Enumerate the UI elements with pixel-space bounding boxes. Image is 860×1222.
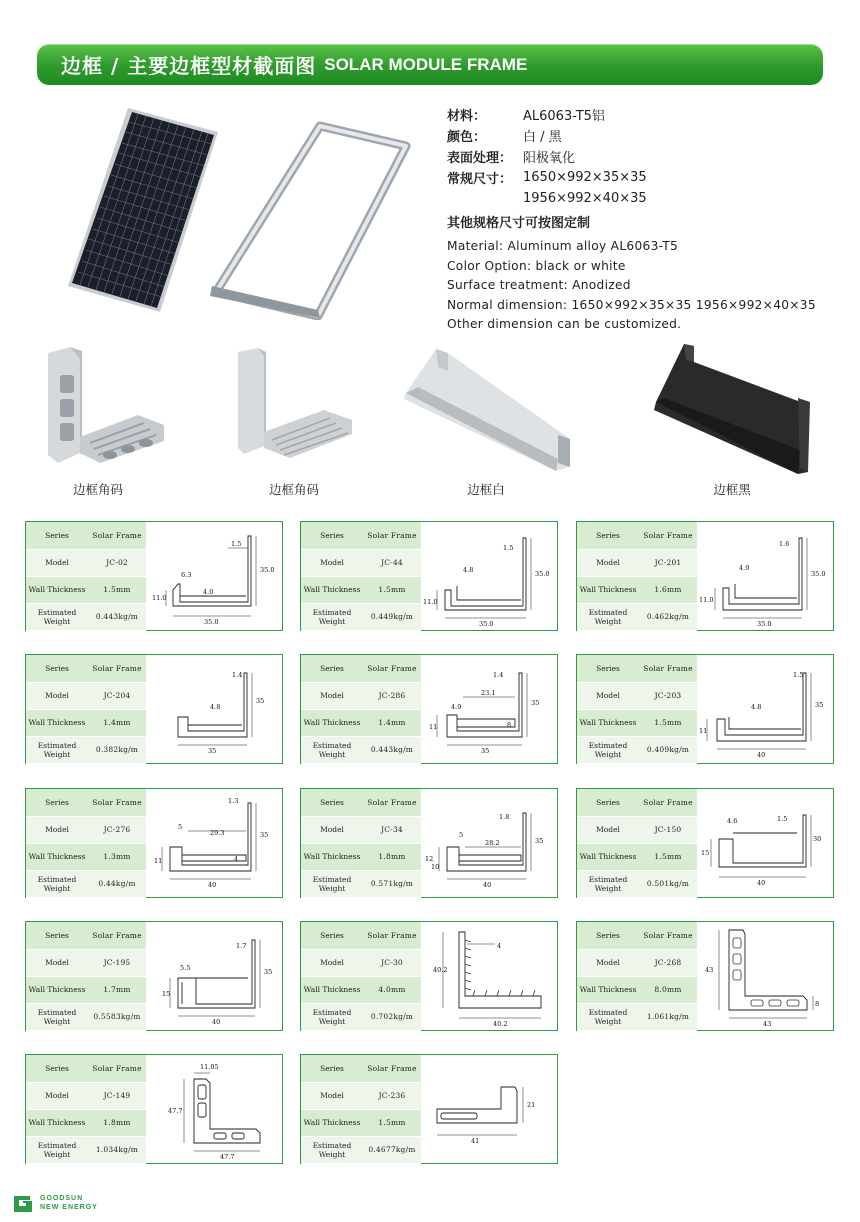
dim-label: 1.4: [232, 671, 243, 679]
dim-label: 40: [757, 879, 766, 887]
dim-label: 35: [260, 831, 269, 839]
dim-label: 35.0: [811, 570, 826, 578]
weight-value: 0.571kg/m: [363, 870, 421, 897]
wall-value: 1.7mm: [88, 976, 146, 1003]
weight-label: Estimated Weight: [26, 603, 88, 630]
series-label: Series: [26, 1055, 88, 1082]
logo-subtitle: NEW ENERGY: [40, 1204, 98, 1211]
spec-en-material: Material: Aluminum alloy AL6063-T5: [447, 239, 678, 253]
dim-label: 35: [535, 837, 544, 845]
model-label: Model: [301, 949, 363, 976]
dim-label: 4.9: [739, 564, 750, 572]
weight-label: Estimated Weight: [301, 870, 363, 897]
surface-label: 表面处理：: [447, 151, 513, 166]
dim-label: 40: [212, 1018, 221, 1026]
spec-table: [301, 522, 421, 631]
color-label: 颜色：: [447, 130, 487, 145]
wall-label: Wall Thickness: [301, 576, 363, 603]
caption-frame-black: 边框黑: [713, 482, 751, 497]
series-label: Series: [301, 1055, 363, 1082]
wall-label: Wall Thickness: [26, 1109, 88, 1136]
wall-label: Wall Thickness: [301, 976, 363, 1003]
weight-value: 0.449kg/m: [363, 603, 421, 630]
series-value: Solar Frame: [639, 922, 697, 949]
frame-image: [208, 120, 413, 320]
profile-drawing: [699, 791, 833, 895]
dim-label: 35.0: [479, 620, 494, 628]
series-value: Solar Frame: [363, 1055, 421, 1082]
model-label: Model: [577, 549, 639, 576]
profile-drawing: [148, 1057, 282, 1161]
dim-label: 8: [507, 721, 512, 729]
model-value: JC-195: [88, 949, 146, 976]
weight-label: Estimated Weight: [301, 1003, 363, 1030]
weight-label: Estimated Weight: [301, 736, 363, 763]
series-value: Solar Frame: [88, 522, 146, 549]
section-header: [37, 44, 823, 85]
dim-label: 40.2: [493, 1020, 508, 1028]
model-label: Model: [26, 549, 88, 576]
weight-value: 0.382kg/m: [88, 736, 146, 763]
frame-black-image: [650, 340, 830, 475]
series-value: Solar Frame: [88, 789, 146, 816]
wall-label: Wall Thickness: [301, 1109, 363, 1136]
spec-table: [26, 655, 146, 764]
series-label: Series: [577, 655, 639, 682]
spec-card-jc-268: [576, 921, 834, 1031]
dim-label: 11: [699, 727, 708, 735]
dim-label: 47.7: [220, 1153, 235, 1161]
weight-value: 0.443kg/m: [88, 603, 146, 630]
wall-label: Wall Thickness: [26, 576, 88, 603]
wall-label: Wall Thickness: [577, 576, 639, 603]
dim-label: 35: [256, 697, 265, 705]
spec-table: [577, 789, 697, 898]
wall-value: 8.0mm: [639, 976, 697, 1003]
caption-frame-white: 边框白: [467, 482, 505, 497]
model-label: Model: [577, 682, 639, 709]
dim-label: 43: [705, 966, 714, 974]
model-value: JC-44: [363, 549, 421, 576]
spec-en-custom: Other dimension can be customized.: [447, 317, 682, 331]
spec-card-jc-204: [25, 654, 283, 764]
dim-label: 23.1: [481, 689, 496, 697]
corner-key-image-2: [232, 348, 357, 463]
weight-label: Estimated Weight: [26, 1003, 88, 1030]
model-value: JC-236: [363, 1082, 421, 1109]
dim-label: 1.6: [779, 540, 790, 548]
series-label: Series: [301, 522, 363, 549]
wall-value: 1.4mm: [363, 709, 421, 736]
wall-label: Wall Thickness: [577, 843, 639, 870]
surface-value: 阳极氧化: [523, 151, 576, 166]
spec-table: [26, 789, 146, 898]
size-value-1: 1650×992×35×35: [523, 170, 647, 185]
series-label: Series: [577, 522, 639, 549]
weight-value: 0.443kg/m: [363, 736, 421, 763]
dim-label: 35: [208, 747, 217, 755]
dim-label: 41: [471, 1137, 480, 1145]
material-label: 材料：: [447, 109, 487, 124]
weight-label: Estimated Weight: [577, 870, 639, 897]
dim-label: 40: [483, 881, 492, 889]
spec-table: [577, 522, 697, 631]
spec-card-jc-195: [25, 921, 283, 1031]
spec-card-jc-236: [300, 1054, 558, 1164]
wall-value: 1.5mm: [363, 576, 421, 603]
spec-table: [301, 922, 421, 1031]
wall-value: 1.8mm: [88, 1109, 146, 1136]
weight-label: Estimated Weight: [26, 736, 88, 763]
spec-en-dimension: Normal dimension: 1650×992×35×35 1956×992×40×35: [447, 297, 816, 312]
dim-label: 6.3: [181, 571, 192, 579]
profile-drawing: [148, 524, 282, 628]
weight-value: 1.061kg/m: [639, 1003, 697, 1030]
series-value: Solar Frame: [363, 655, 421, 682]
model-label: Model: [301, 816, 363, 843]
dim-label: 11.0: [423, 598, 438, 606]
caption-corner-key-1: 边框角码: [72, 482, 123, 497]
wall-value: 1.5mm: [639, 843, 697, 870]
spec-table: [26, 1055, 146, 1164]
series-value: Solar Frame: [363, 522, 421, 549]
dim-label: 1.5: [231, 540, 242, 548]
dim-label: 10: [431, 863, 440, 871]
model-label: Model: [26, 682, 88, 709]
spec-card-jc-201: [576, 521, 834, 631]
profile-drawing: [148, 657, 282, 761]
dim-label: 47.7: [168, 1107, 183, 1115]
series-value: Solar Frame: [363, 922, 421, 949]
dim-label: 4.6: [727, 817, 738, 825]
model-label: Model: [26, 949, 88, 976]
series-value: Solar Frame: [639, 655, 697, 682]
spec-table: [301, 789, 421, 898]
wall-value: 1.6mm: [639, 576, 697, 603]
spec-card-jc-286: [300, 654, 558, 764]
dim-label: 4.8: [463, 566, 474, 574]
wall-label: Wall Thickness: [26, 709, 88, 736]
series-value: Solar Frame: [639, 789, 697, 816]
spec-card-jc-44: [300, 521, 558, 631]
model-value: JC-02: [88, 549, 146, 576]
weight-value: 0.4677kg/m: [363, 1136, 421, 1163]
model-label: Model: [26, 1082, 88, 1109]
dim-label: 35: [481, 747, 490, 755]
dim-label: 8: [815, 1000, 820, 1008]
dim-label: 30: [813, 835, 822, 843]
weight-value: 0.462kg/m: [639, 603, 697, 630]
profile-drawing: [699, 924, 833, 1028]
dim-label: 4.8: [751, 703, 762, 711]
spec-en-color: Color Option: black or white: [447, 258, 626, 273]
spec-table: [301, 1055, 421, 1164]
dim-label: 5.5: [180, 964, 191, 972]
dim-label: 11.0: [699, 596, 714, 604]
size-value-2: 1956×992×40×35: [523, 191, 647, 206]
weight-label: Estimated Weight: [577, 736, 639, 763]
series-value: Solar Frame: [363, 789, 421, 816]
profile-drawing: [148, 791, 282, 895]
model-label: Model: [577, 949, 639, 976]
weight-label: Estimated Weight: [26, 1136, 88, 1163]
weight-value: 0.409kg/m: [639, 736, 697, 763]
wall-value: 1.5mm: [88, 576, 146, 603]
dim-label: 11: [429, 723, 438, 731]
color-value: 白 / 黑: [523, 130, 562, 145]
profile-drawing: [423, 657, 557, 761]
series-value: Solar Frame: [88, 1055, 146, 1082]
dim-label: 1.7: [236, 942, 247, 950]
model-value: JC-30: [363, 949, 421, 976]
dim-label: 40: [757, 751, 766, 759]
company-logo: [12, 1190, 152, 1216]
profile-drawing: [423, 924, 557, 1028]
series-label: Series: [26, 522, 88, 549]
series-label: Series: [577, 789, 639, 816]
header-title-cn: 边框 / 主要边框型材截面图: [61, 54, 317, 78]
model-value: JC-203: [639, 682, 697, 709]
spec-card-jc-02: [25, 521, 283, 631]
dim-label: 35.0: [535, 570, 550, 578]
weight-label: Estimated Weight: [301, 603, 363, 630]
dim-label: 35: [264, 968, 273, 976]
dim-label: 15: [162, 990, 171, 998]
dim-label: 4: [497, 942, 502, 950]
model-value: JC-276: [88, 816, 146, 843]
size-label: 常规尺寸：: [447, 172, 513, 187]
spec-card-jc-149: [25, 1054, 283, 1164]
wall-value: 1.5mm: [639, 709, 697, 736]
dim-label: 11.0: [152, 594, 167, 602]
wall-label: Wall Thickness: [26, 976, 88, 1003]
wall-value: 1.5mm: [363, 1109, 421, 1136]
spec-table: [577, 922, 697, 1031]
weight-value: 0.702kg/m: [363, 1003, 421, 1030]
profile-drawing: [423, 524, 557, 628]
dim-label: 40.2: [433, 966, 448, 974]
dim-label: 12: [425, 855, 434, 863]
spec-table: [26, 922, 146, 1031]
dim-label: 28.2: [485, 839, 500, 847]
dim-label: 1.3: [228, 797, 239, 805]
series-label: Series: [301, 655, 363, 682]
model-value: JC-150: [639, 816, 697, 843]
series-value: Solar Frame: [639, 522, 697, 549]
logo-name: GOODSUN: [40, 1195, 84, 1202]
weight-value: 0.5583kg/m: [88, 1003, 146, 1030]
frame-white-image: [398, 343, 608, 473]
wall-label: Wall Thickness: [577, 976, 639, 1003]
model-label: Model: [301, 549, 363, 576]
wall-label: Wall Thickness: [301, 709, 363, 736]
caption-corner-key-2: 边框角码: [268, 482, 319, 497]
corner-key-image-1: [40, 345, 170, 470]
model-label: Model: [577, 816, 639, 843]
series-label: Series: [301, 789, 363, 816]
solar-panel-image: [60, 104, 220, 314]
dim-label: 11.05: [200, 1063, 219, 1071]
spec-table: [577, 655, 697, 764]
dim-label: 29.3: [210, 829, 225, 837]
profile-drawing: [148, 924, 282, 1028]
dim-label: 43: [763, 1020, 772, 1028]
model-label: Model: [26, 816, 88, 843]
spec-en-surface: Surface treatment: Anodized: [447, 278, 631, 292]
spec-card-jc-276: [25, 788, 283, 898]
model-value: JC-268: [639, 949, 697, 976]
wall-value: 4.0mm: [363, 976, 421, 1003]
model-value: JC-34: [363, 816, 421, 843]
model-value: JC-149: [88, 1082, 146, 1109]
dim-label: 1.5: [777, 815, 788, 823]
dim-label: 5: [178, 823, 183, 831]
dim-label: 35.0: [260, 566, 275, 574]
dim-label: 35.0: [204, 618, 219, 626]
weight-value: 1.034kg/m: [88, 1136, 146, 1163]
dim-label: 35: [815, 701, 824, 709]
model-value: JC-204: [88, 682, 146, 709]
dim-label: 4.8: [210, 703, 221, 711]
wall-value: 1.3mm: [88, 843, 146, 870]
wall-value: 1.8mm: [363, 843, 421, 870]
specs-en: [447, 237, 852, 335]
spec-card-jc-34: [300, 788, 558, 898]
wall-label: Wall Thickness: [301, 843, 363, 870]
specs-cn: [447, 104, 777, 231]
profile-drawing: [699, 524, 833, 628]
spec-table: [26, 522, 146, 631]
weight-label: Estimated Weight: [301, 1136, 363, 1163]
weight-label: Estimated Weight: [26, 870, 88, 897]
weight-label: Estimated Weight: [577, 603, 639, 630]
series-label: Series: [301, 922, 363, 949]
wall-label: Wall Thickness: [577, 709, 639, 736]
dim-label: 1.5: [503, 544, 514, 552]
dim-label: 1.5: [793, 671, 804, 679]
model-label: Model: [301, 682, 363, 709]
wall-label: Wall Thickness: [26, 843, 88, 870]
dim-label: 4.9: [451, 703, 462, 711]
spec-card-jc-150: [576, 788, 834, 898]
series-label: Series: [26, 655, 88, 682]
profile-drawing: [423, 1057, 557, 1161]
dim-label: 40: [208, 881, 217, 889]
model-value: JC-201: [639, 549, 697, 576]
model-value: JC-286: [363, 682, 421, 709]
series-label: Series: [26, 789, 88, 816]
wall-value: 1.4mm: [88, 709, 146, 736]
series-value: Solar Frame: [88, 655, 146, 682]
weight-value: 0.44kg/m: [88, 870, 146, 897]
dim-label: 21: [527, 1101, 536, 1109]
spec-card-jc-30: [300, 921, 558, 1031]
header-title-en: SOLAR MODULE FRAME: [324, 54, 528, 74]
dim-label: 1.4: [493, 671, 504, 679]
series-label: Series: [26, 922, 88, 949]
model-label: Model: [301, 1082, 363, 1109]
dim-label: 1.8: [499, 813, 510, 821]
spec-table: [301, 655, 421, 764]
dim-label: 35.0: [757, 620, 772, 628]
series-value: Solar Frame: [88, 922, 146, 949]
dim-label: 4: [234, 855, 239, 863]
weight-label: Estimated Weight: [577, 1003, 639, 1030]
series-label: Series: [577, 922, 639, 949]
weight-value: 0.501kg/m: [639, 870, 697, 897]
profile-drawing: [699, 657, 833, 761]
custom-note: 其他规格尺寸可按图定制: [447, 216, 591, 231]
dim-label: 15: [701, 849, 710, 857]
spec-card-jc-203: [576, 654, 834, 764]
profile-drawing: [423, 791, 557, 895]
dim-label: 5: [459, 831, 464, 839]
material-value: AL6063-T5铝: [523, 109, 605, 124]
dim-label: 11: [154, 857, 163, 865]
dim-label: 35: [531, 699, 540, 707]
dim-label: 4.0: [203, 588, 214, 596]
goodsun-logo-icon: [12, 1192, 36, 1214]
